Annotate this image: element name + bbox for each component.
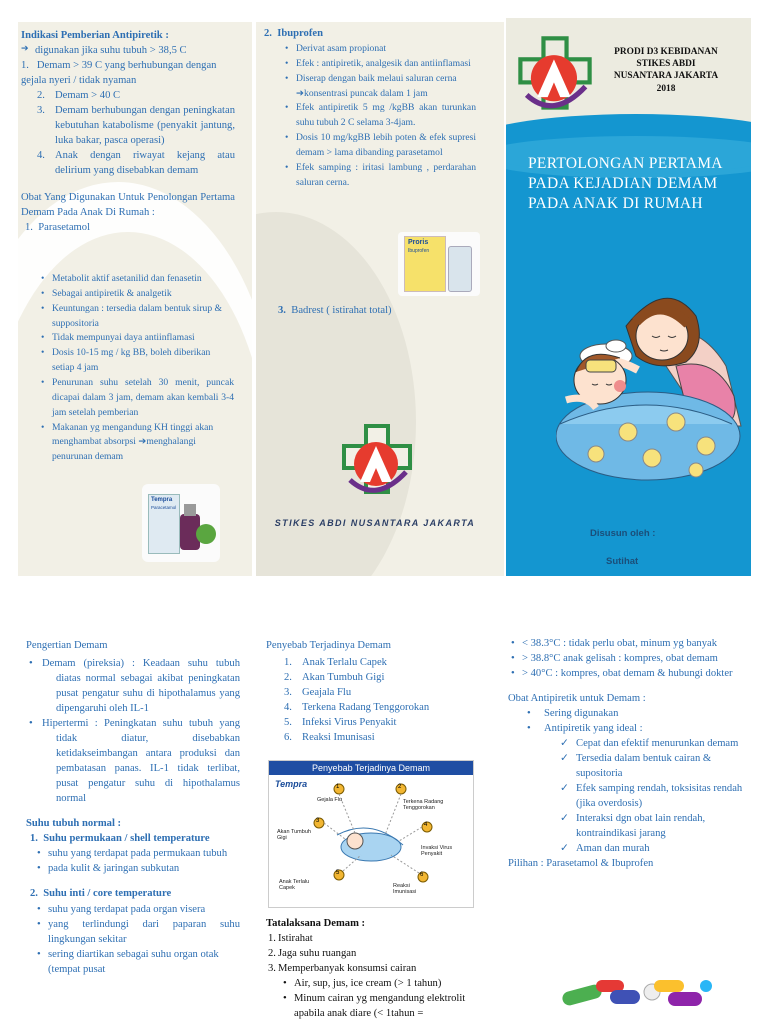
para-item: • Tidak mempunyai daya antiinflamasi <box>38 331 234 346</box>
tempra-product-image <box>142 484 220 562</box>
indikasi-item <box>21 58 235 88</box>
institution-line: 2018 <box>656 83 676 94</box>
ideal-item: ✓ Cepat dan efektif menurunkan demam <box>560 736 754 751</box>
tatalaksana-section <box>266 916 490 1021</box>
penyebab-item <box>284 670 486 685</box>
diagram-number: 3 <box>316 818 320 824</box>
diagram-brand: Tempra <box>275 779 308 789</box>
item-number: 2. <box>37 90 45 102</box>
diagram-label: Terkena Radang Tenggorokan <box>403 799 444 812</box>
obat-intro: Obat Yang Digunakan Untuk Penolongan Pertama Demam Pada Anak Di Rumah : <box>21 192 235 219</box>
cairan-item: • Air, sup, jus, ice cream (> 1 tahun) <box>280 976 490 991</box>
disusun-label: Disusun oleh : <box>590 528 656 539</box>
penyebab-item <box>284 700 486 715</box>
badrest <box>278 303 478 318</box>
stikes-logo <box>336 420 418 500</box>
proris-box <box>404 236 446 292</box>
item-text: Memperbanyak konsumsi cairan <box>278 963 417 975</box>
indikasi-item <box>37 103 235 148</box>
obat-item: • Antipiretik yang ideal : <box>524 721 754 736</box>
item-text: Demam > 40 C <box>55 90 121 102</box>
diagram-label: Invaksi Virus Penyakit <box>421 845 453 858</box>
penyebab-item <box>284 715 486 730</box>
para-item: • Sebagai antipiretik & analgetik <box>38 287 234 302</box>
item-number: 2. <box>284 672 292 684</box>
proris-sub: Ibuprofen <box>408 248 430 254</box>
pengertian-title: Pengertian Demam <box>26 640 108 651</box>
item-number: 3. <box>37 105 45 117</box>
institution-line: NUSANTARA JAKARTA <box>613 71 719 82</box>
item-text: Anak dengan riwayat kejang atau delirium yang disebabkan demam <box>55 150 235 177</box>
indikasi-item <box>37 88 235 103</box>
item-text: Anak Terlalu Capek <box>302 657 387 669</box>
mother-child-illustration <box>556 276 746 482</box>
indikasi-intro: ➔ digunakan jika suhu tubuh > 38,5 C <box>21 43 235 58</box>
tata-item <box>266 961 490 976</box>
ibu-list <box>282 42 476 191</box>
ibu-item: • Efek antipiretik 5 mg /kgBB akan turunkan suhu tubuh 2 C selama 3-4jam. <box>282 101 476 131</box>
penyebab-item <box>284 655 486 670</box>
item-number: 1. <box>268 933 276 945</box>
ideal-item: ✓ Aman dan murah <box>560 841 754 856</box>
bottle-cap <box>184 504 196 516</box>
badrest-number: 3. <box>278 305 286 316</box>
normal-title: Suhu tubuh normal : <box>26 818 122 830</box>
ibu-title-text: Ibuprofen <box>277 28 323 39</box>
penyebab-item <box>284 730 486 745</box>
institution-block <box>600 46 732 95</box>
para-item: • Penurunan suhu setelah 30 menit, puncak dicapai dalam 3 jam, demam akan kembali 3-4 jam setelah pemberian <box>38 376 234 421</box>
indikasi-title: Indikasi Pemberian Antipiretik : <box>21 30 169 41</box>
para-item: • Metabolit aktif asetanilid dan fenasetin <box>38 272 234 287</box>
diagram-label: Akan Tumbuh Gigi <box>277 829 311 842</box>
proris-bottle <box>448 246 472 292</box>
diagram-label: Reaksi Imunisasi <box>393 883 417 896</box>
item-text: Istirahat <box>278 933 313 945</box>
core-title-text: Suhu inti / core temperature <box>43 888 172 900</box>
item-text: Akan Tumbuh Gigi <box>302 672 385 684</box>
tata-item <box>266 931 490 946</box>
ibu-item: • Dosis 10 mg/kgBB lebih poten & efek supresi demam > lama dibanding parasetamol <box>282 131 476 161</box>
diagram-title: Penyebab Terjadinya Demam <box>269 761 473 775</box>
item-text: Geajala Flu <box>302 687 352 699</box>
item-number: 1. <box>21 60 29 72</box>
item-number: 3. <box>268 963 276 975</box>
institution-line: STIKES ABDI <box>636 59 696 70</box>
item-number: 6. <box>284 732 292 744</box>
core-title: 2. Suhu inti / core temperature <box>30 888 172 900</box>
item-text: Terkena Radang Tenggorokan <box>302 702 430 714</box>
temp-item: • > 40°C : kompres, obat demam & hubungi dokter <box>508 666 754 681</box>
ibu-item: • Diserap dengan baik melaui saluran cerna ➔konsentrasi puncak dalam 1 jam <box>282 72 476 102</box>
ideal-item: ✓ Efek samping rendah, toksisitas rendah (jika overdosis) <box>560 781 754 811</box>
pengertian-item: • Demam (pireksia) : Keadaan suhu tubuh diatas normal sebagai akibat peningkatan pusat pengatur suhu di hipothalamus yang dipengaruhi oleh IL-1 <box>40 656 240 716</box>
temp-item: • > 38.8°C anak gelisah : kompres, obat demam <box>508 651 754 666</box>
surface-item: • suhu yang terdapat pada permukaan tubuh <box>34 846 240 861</box>
tata-item <box>266 946 490 961</box>
penyebab-title: Penyebab Terjadinya Demam <box>266 640 391 651</box>
item-text: Infeksi Virus Penyakit <box>302 717 397 729</box>
item-number: 4. <box>37 150 45 162</box>
diagram-number: 2 <box>398 784 402 790</box>
item-text: Demam berhubungan dengan peningkatan kebutuhan katabolisme (penyakit jantung, luka bakar, pasca operasi) <box>55 105 235 147</box>
ibu-title: 2. Ibuprofen <box>264 28 323 39</box>
cairan-item: • Minum cairan yg mengandung elektrolit apabila anak diare (< 1tahun = <box>280 991 490 1021</box>
pilihan: Pilihan : Parasetamol & Ibuprofen <box>508 858 654 870</box>
item-text: Reaksi Imunisasi <box>302 732 375 744</box>
cover-logo <box>512 32 598 116</box>
ibuprofen-section <box>264 26 476 41</box>
para-item: • Keuntungan : tersedia dalam bentuk sirup & suppositoria <box>38 302 234 332</box>
para-item: • Dosis 10-15 mg / kg BB, boleh diberikan setiap 4 jam <box>38 346 234 376</box>
core-item: • yang terlindungi dari paparan suhu lingkungan sekitar <box>34 917 240 947</box>
diagram-number: 1 <box>336 784 340 790</box>
diagram-number: 4 <box>424 822 428 828</box>
para-title-text: Parasetamol <box>38 222 91 234</box>
leaf-graphic <box>196 524 216 544</box>
item-number: 4. <box>284 702 292 714</box>
stikes-footer: STIKES ABDI NUSANTARA JAKARTA <box>274 518 476 528</box>
ideal-item: ✓ Tersedia dalam bentuk cairan & supositoria <box>560 751 754 781</box>
item-number: 3. <box>284 687 292 699</box>
obat-item: • Sering digunakan <box>524 706 754 721</box>
author-name: Sutihat <box>606 556 639 567</box>
diagram-label: Gejala Flu <box>317 797 343 803</box>
pills-illustration <box>556 970 716 1012</box>
tempra-box <box>148 494 180 554</box>
tempra-brand: Tempra <box>151 497 173 503</box>
ibu-item: • Efek : antipiretik, analgesik dan antiinflamasi <box>282 57 476 72</box>
proris-product-image <box>398 232 480 296</box>
obat-title: Obat Antipiretik untuk Demam : <box>508 693 646 705</box>
core-item: • suhu yang terdapat pada organ visera <box>34 902 240 917</box>
para-item: • Makanan yg mengandung KH tinggi akan menghambat absorpsi ➔menghalangi penurunan demam <box>38 421 234 466</box>
pengertian-section <box>26 638 240 977</box>
temp-item: • < 38.3°C : tidak perlu obat, minum yg banyak <box>508 636 754 651</box>
penyebab-diagram <box>268 760 474 908</box>
indikasi-item <box>37 148 235 178</box>
penyebab-item <box>284 685 486 700</box>
diagram-number: 6 <box>420 872 424 878</box>
surface-title: 1. Suhu permukaan / shell temperature <box>30 833 210 845</box>
diagram-number: 5 <box>336 870 340 876</box>
para-list <box>38 272 234 465</box>
item-text: Jaga suhu ruangan <box>278 948 357 960</box>
diagram-label: Anak Terlalu Capek <box>279 879 310 892</box>
ideal-item: ✓ Interaksi dgn obat lain rendah, kontraindikasi jarang <box>560 811 754 841</box>
ibu-item: • Derivat asam propionat <box>282 42 476 57</box>
suhu-obat-section <box>508 636 754 871</box>
cover-title: PERTOLONGAN PERTAMA PADA KEJADIAN DEMAM PADA ANAK DI RUMAH <box>528 155 722 213</box>
item-number: 2. <box>268 948 276 960</box>
item-text: Demam > 39 C yang berhubungan dengan gejala nyeri / tidak nyaman <box>21 60 217 87</box>
pengertian-item: • Hipertermi : Peningkatan suhu tubuh yang tidak diatur, disebabkan ketidakseimbangan antara produksi dan pembatasan panas. IL-1 tidak terlibat, pusat pengatur suhu di hipothalamus normal <box>40 716 240 806</box>
tata-title: Tatalaksana Demam : <box>266 918 366 929</box>
proris-brand: Proris <box>408 239 429 246</box>
item-number: 1. <box>284 657 292 669</box>
tempra-sub: Paracetamol <box>151 505 177 510</box>
surface-item: • pada kulit & jaringan subkutan <box>34 861 240 876</box>
badrest-text: Badrest ( istirahat total) <box>291 305 392 316</box>
indikasi-section <box>21 28 235 235</box>
core-item: • sering diartikan sebagai suhu organ otak (tempat pusat <box>34 947 240 977</box>
para-title: 1. Parasetamol <box>25 222 91 234</box>
ibu-item: • Efek samping : iritasi lambung , perdarahan saluran cerna. <box>282 161 476 191</box>
surface-title-text: Suhu permukaan / shell temperature <box>43 833 210 845</box>
penyebab-section <box>266 638 486 745</box>
institution-line: PRODI D3 KEBIDANAN <box>614 47 718 57</box>
item-number: 5. <box>284 717 292 729</box>
